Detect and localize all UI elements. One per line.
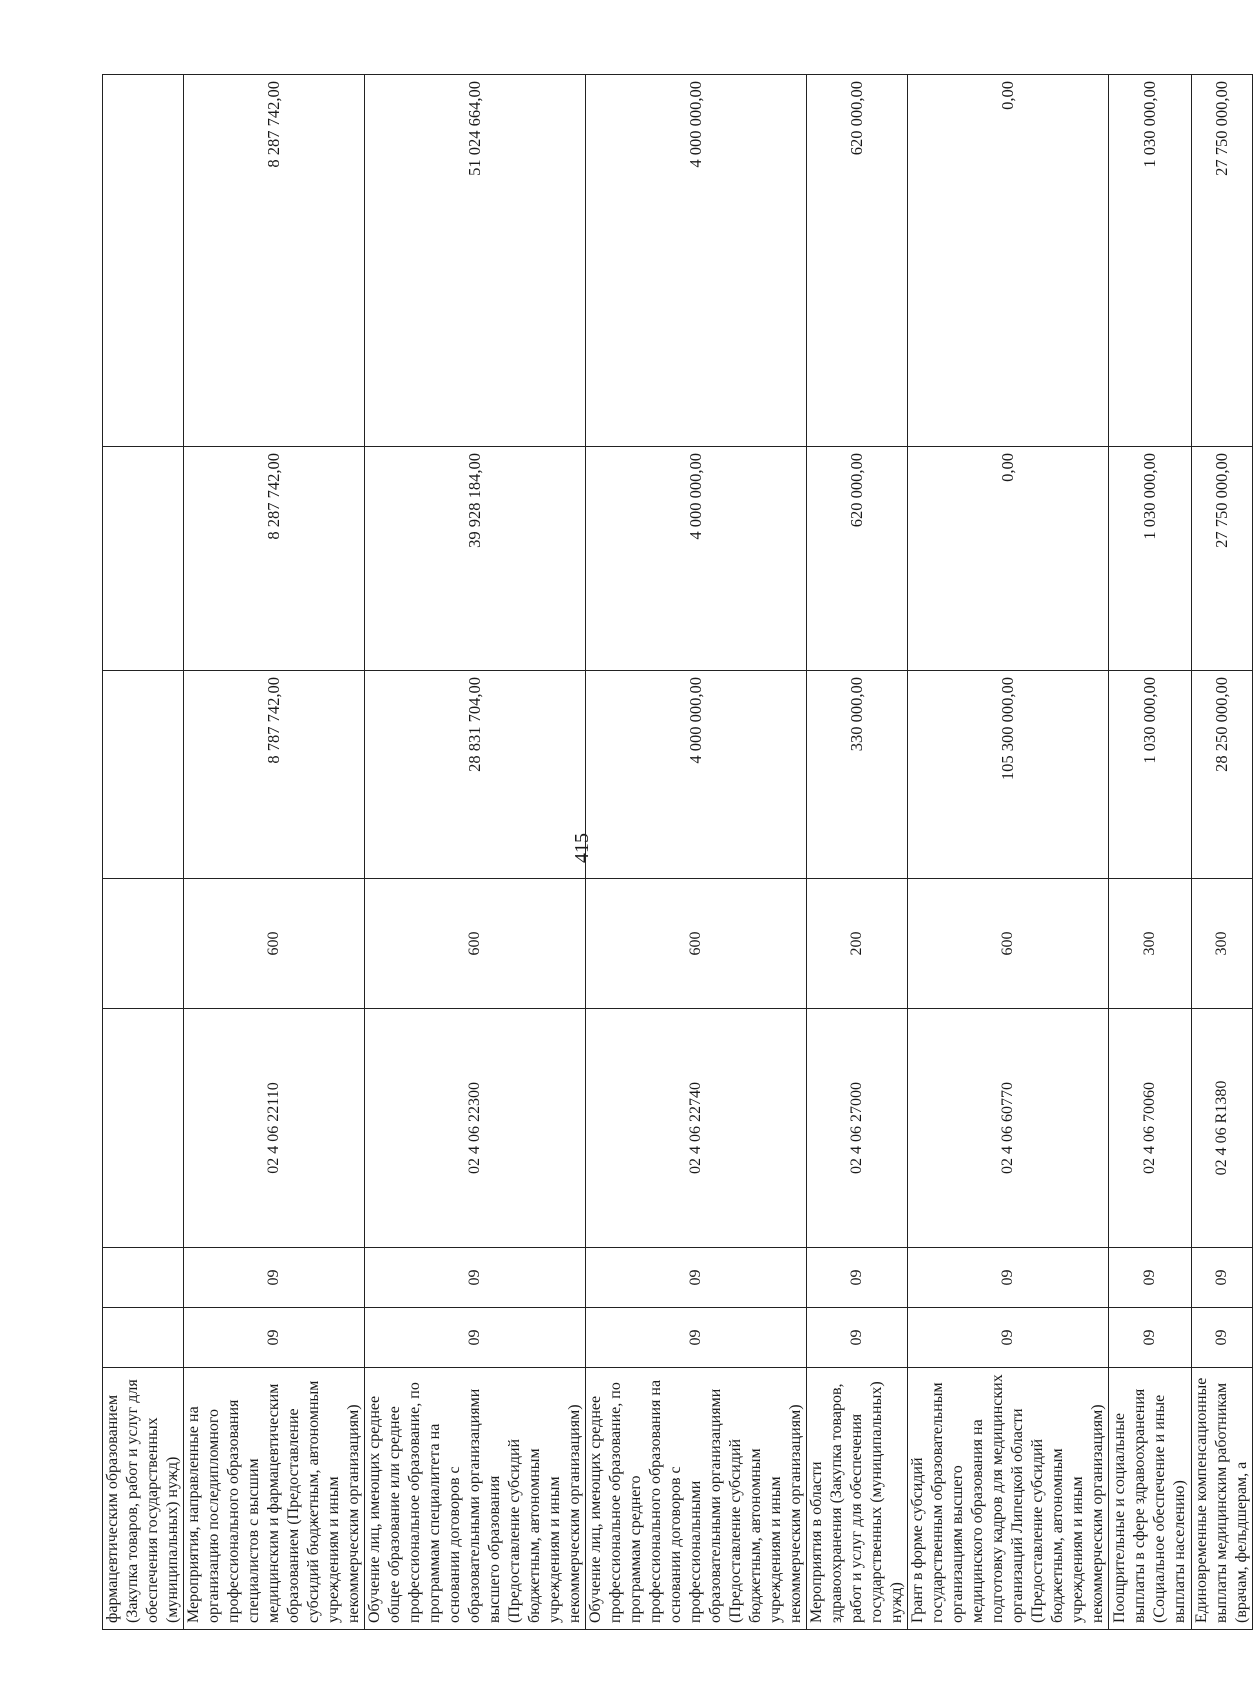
amount-year-2: 620 000,00 — [807, 447, 908, 671]
target-article-code: 02 4 06 60770 — [908, 1009, 1109, 1248]
amount-year-2: 39 928 184,00 — [365, 447, 586, 671]
amount-year-1: 1 030 000,00 — [1109, 671, 1192, 879]
amount-year-3: 4 000 000,00 — [586, 75, 807, 447]
expense-type-code: 600 — [365, 879, 586, 1009]
target-article-code: 02 4 06 22740 — [586, 1009, 807, 1248]
section-code: 09 — [1109, 1248, 1192, 1308]
row-description: Мероприятия, направленные на организацию последипломного профессионального образования специалистов с высшим медицинским и фармацевтическим образованием (Предоставление субсидий бюджетным, автономным учреждениям и иным некоммерческим организациям) — [184, 1368, 365, 1630]
page-number: 415 — [571, 833, 593, 863]
ministry-code: 09 — [365, 1308, 586, 1368]
row-description: Единовременные компенсационные выплаты медицинским работникам (врачам, фельдшерам, а — [1192, 1368, 1253, 1630]
target-article-code — [103, 1009, 184, 1248]
section-code: 09 — [807, 1248, 908, 1308]
expense-type-code: 600 — [586, 879, 807, 1009]
amount-year-1: 8 787 742,00 — [184, 671, 365, 879]
amount-year-2 — [103, 447, 184, 671]
budget-table-container — [102, 75, 1250, 1630]
target-article-code: 02 4 06 22300 — [365, 1009, 586, 1248]
section-code: 09 — [1192, 1248, 1253, 1308]
row-description: Обучение лиц, имеющих среднее общее образование или среднее профессиональное образование, по программам специалитета на основании договоров с образовательными организациями высшего образования (Предоставление субсидий бюджетным, автономным учреждениям и иным некоммерческим организациям) — [365, 1368, 586, 1630]
expense-type-code — [103, 879, 184, 1009]
amount-year-1: 4 000 000,00 — [586, 671, 807, 879]
expense-type-code: 300 — [1192, 879, 1253, 1009]
ministry-code: 09 — [1192, 1308, 1253, 1368]
amount-year-2: 8 287 742,00 — [184, 447, 365, 671]
amount-year-3: 27 750 000,00 — [1192, 75, 1253, 447]
amount-year-3: 0,00 — [908, 75, 1109, 447]
ministry-code: 09 — [908, 1308, 1109, 1368]
amount-year-3: 8 287 742,00 — [184, 75, 365, 447]
amount-year-2: 1 030 000,00 — [1109, 447, 1192, 671]
target-article-code: 02 4 06 22110 — [184, 1009, 365, 1248]
target-article-code: 02 4 06 70060 — [1109, 1009, 1192, 1248]
target-article-code: 02 4 06 27000 — [807, 1009, 908, 1248]
amount-year-3: 620 000,00 — [807, 75, 908, 447]
section-code: 09 — [586, 1248, 807, 1308]
ministry-code: 09 — [586, 1308, 807, 1368]
row-description: Мероприятия в области здравоохранения (Закупка товаров, работ и услуг для обеспечения государственных (муниципальных) нужд) — [807, 1368, 908, 1630]
table-row — [586, 75, 807, 1630]
section-code: 09 — [908, 1248, 1109, 1308]
table-row — [1192, 75, 1253, 1630]
expense-type-code: 600 — [908, 879, 1109, 1009]
amount-year-1 — [103, 671, 184, 879]
expense-type-code: 600 — [184, 879, 365, 1009]
amount-year-2: 0,00 — [908, 447, 1109, 671]
amount-year-2: 4 000 000,00 — [586, 447, 807, 671]
table-row — [807, 75, 908, 1630]
amount-year-1: 330 000,00 — [807, 671, 908, 879]
row-description: Обучение лиц, имеющих среднее профессиональное образование, по программам среднего профессионального образования на основании договоров с профессиональными образовательными организациями (Предоставление субсидий бюджетным, автономным учреждениям и иным некоммерческим организациям) — [586, 1368, 807, 1630]
row-description: Грант в форме субсидий государственным образовательным организациям высшего медицинского образования на подготовку кадров для медицинских организаций Липецкой области (Предоставление субсидий бюджетным, автономным учреждениям и иным некоммерческим организациям) — [908, 1368, 1109, 1630]
ministry-code: 09 — [807, 1308, 908, 1368]
table-row — [103, 75, 184, 1630]
amount-year-1: 28 831 704,00 — [365, 671, 586, 879]
table-row — [184, 75, 365, 1630]
ministry-code — [103, 1308, 184, 1368]
ministry-code: 09 — [184, 1308, 365, 1368]
amount-year-1: 105 300 000,00 — [908, 671, 1109, 879]
amount-year-1: 28 250 000,00 — [1192, 671, 1253, 879]
budget-table — [102, 74, 1253, 1630]
amount-year-3: 51 024 664,00 — [365, 75, 586, 447]
target-article-code: 02 4 06 R1380 — [1192, 1009, 1253, 1248]
section-code: 09 — [365, 1248, 586, 1308]
section-code — [103, 1248, 184, 1308]
amount-year-3: 1 030 000,00 — [1109, 75, 1192, 447]
section-code: 09 — [184, 1248, 365, 1308]
table-row — [1109, 75, 1192, 1630]
expense-type-code: 300 — [1109, 879, 1192, 1009]
amount-year-3 — [103, 75, 184, 447]
table-row — [908, 75, 1109, 1630]
row-description: Поощрительные и социальные выплаты в сфере здравоохранения (Социальное обеспечение и иные выплаты населению) — [1109, 1368, 1192, 1630]
table-row — [365, 75, 586, 1630]
amount-year-2: 27 750 000,00 — [1192, 447, 1253, 671]
row-description: фармацевтическим образованием (Закупка товаров, работ и услуг для обеспечения государственных (муниципальных) нужд) — [103, 1368, 184, 1630]
expense-type-code: 200 — [807, 879, 908, 1009]
ministry-code: 09 — [1109, 1308, 1192, 1368]
